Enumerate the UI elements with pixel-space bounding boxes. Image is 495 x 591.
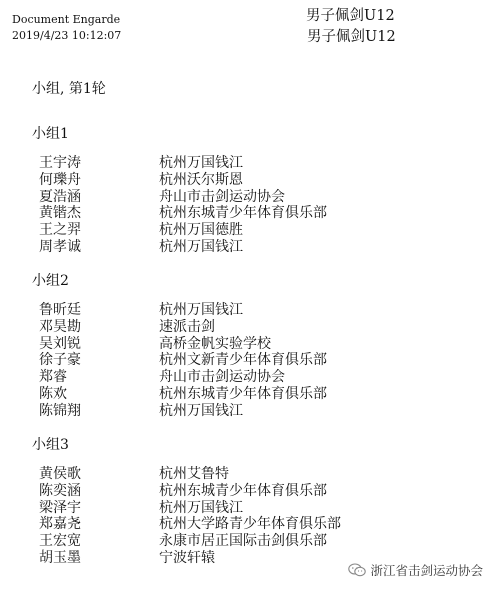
fencer-club: 永康市居正国际击剑俱乐部	[159, 533, 327, 550]
fencer-name: 王宇涛	[39, 155, 81, 171]
fencer-club: 杭州万国钱江	[159, 499, 243, 516]
fencer-name: 梁泽宇	[39, 499, 81, 516]
fencer-club: 杭州东城青少年体育俱乐部	[159, 205, 327, 222]
fencer-name: 陈欢	[39, 385, 67, 402]
fencer-club: 杭州东城青少年体育俱乐部	[159, 482, 327, 499]
fencer-name: 王之羿	[39, 222, 81, 239]
list-item	[32, 500, 472, 517]
event-title-line1: 男子佩剑U12	[306, 8, 395, 24]
app-name: Document Engarde	[12, 13, 121, 26]
list-item	[32, 319, 472, 336]
group-rows	[32, 155, 472, 256]
list-item	[32, 466, 472, 483]
group-title: 小组2	[32, 273, 69, 289]
list-item	[32, 189, 472, 206]
fencer-name: 吴刘锐	[39, 335, 81, 352]
fencer-name: 陈奕涵	[39, 482, 81, 499]
fencer-club: 舟山市击剑运动协会	[159, 369, 285, 386]
fencer-club: 杭州沃尔斯恩	[159, 171, 243, 188]
fencer-club: 杭州万国钱江	[159, 155, 243, 171]
header-right	[306, 6, 396, 48]
fencer-name: 徐子豪	[39, 352, 81, 369]
group-title: 小组3	[32, 437, 69, 453]
group-3	[32, 434, 472, 567]
fencer-club: 杭州大学路青少年体育俱乐部	[159, 516, 341, 533]
fencer-name: 鲁昕廷	[39, 302, 81, 318]
fencer-club: 杭州万国钱江	[159, 302, 243, 318]
group-1	[32, 123, 472, 256]
fencer-club: 杭州文新青少年体育俱乐部	[159, 352, 327, 369]
fencer-club: 宁波轩辕	[159, 549, 215, 566]
fencer-club: 杭州万国德胜	[159, 222, 243, 239]
timestamp: 2019/4/23 10:12:07	[12, 29, 122, 42]
group-rows	[32, 302, 472, 420]
list-item	[32, 352, 472, 369]
group-2	[32, 270, 472, 420]
watermark	[348, 561, 483, 579]
fencer-name: 黄侯歌	[39, 466, 81, 482]
list-item	[32, 386, 472, 403]
list-item	[32, 369, 472, 386]
fencer-club: 杭州万国钱江	[159, 402, 243, 419]
fencer-name: 何瓅舟	[39, 171, 81, 188]
fencer-club: 杭州万国钱江	[159, 238, 243, 255]
list-item	[32, 516, 472, 533]
fencer-club: 高桥金帆实验学校	[159, 335, 271, 352]
round-title: 小组, 第1轮	[32, 81, 106, 97]
list-item	[32, 533, 472, 550]
event-title-line2: 男子佩剑U12	[307, 29, 396, 45]
list-item	[32, 155, 472, 172]
fencer-name: 夏浩涵	[39, 188, 81, 205]
group-rows	[32, 466, 472, 567]
fencer-club: 杭州东城青少年体育俱乐部	[159, 385, 327, 402]
list-item	[32, 222, 472, 239]
fencer-club: 速派击剑	[159, 318, 215, 335]
fencer-club: 舟山市击剑运动协会	[159, 188, 285, 205]
fencer-name: 黄锴杰	[39, 205, 81, 222]
fencer-name: 陈锦翔	[39, 402, 81, 419]
group-title: 小组1	[32, 126, 69, 142]
fencer-name: 郑睿	[39, 369, 67, 386]
fencer-name: 邓昊勘	[39, 318, 81, 335]
fencer-name: 周孝诚	[39, 238, 81, 255]
fencer-club: 杭州艾鲁特	[159, 466, 229, 482]
list-item	[32, 403, 472, 420]
list-item	[32, 483, 472, 500]
list-item	[32, 302, 472, 319]
fencer-name: 郑嘉尧	[39, 516, 81, 533]
list-item	[32, 172, 472, 189]
wechat-icon	[348, 563, 366, 577]
list-item	[32, 205, 472, 222]
fencer-name: 王宏宽	[39, 533, 81, 550]
list-item	[32, 336, 472, 353]
list-item	[32, 239, 472, 256]
header-left	[12, 12, 121, 44]
watermark-text: 浙江省击剑运动协会	[370, 563, 483, 578]
fencer-name: 胡玉墨	[39, 549, 81, 566]
